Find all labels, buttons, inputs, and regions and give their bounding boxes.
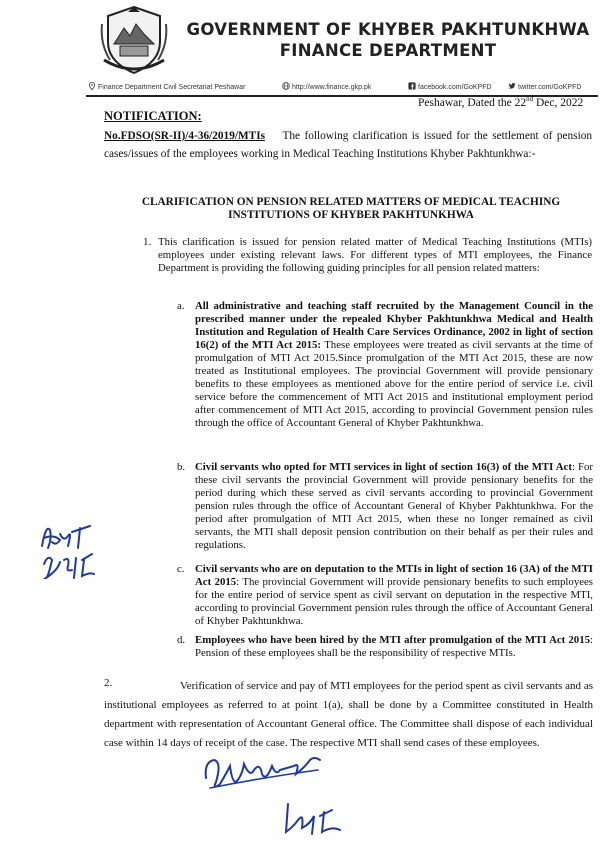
intro-paragraph: No.FDSO(SR-II)/4-36/2019/MTIs The following clarification is issued for the settlement of pension cases/issues of the employees working in Medical Teaching Institutions Khyber Pakhtunkhwa:- [104, 130, 593, 160]
contact-facebook[interactable]: facebook.com/GoKPFD [408, 82, 492, 91]
item-c-text: Civil servants who are on deputation to the MTIs in light of section 16 (3A) of the MTI Act 2015: The provincial Government will provide pensionary benefits to such employees for the entire period of service spent as civil servant on deputation in the respective MTI, according to provincial Government pension rules through the office of Accountant General of Khyber Pakhtunkhwa. [195, 563, 594, 627]
government-title: GOVERNMENT OF KHYBER PAKHTUNKHWA [186, 20, 590, 39]
handwritten-date-mark [280, 798, 350, 842]
para2-text: Verification of service and pay of MTI employees for the period spent as civil servants and as institutional employees as referred to at point 1(a), shall be done by a Committee constituted in Health department with representation of Accountant General office. The Committee shall dispose of each individual case within 14 days of receipt of the case. The respective MTI shall send cases of these employees. [104, 680, 593, 749]
contact-address: Finance Department Civil Secretariat Peshawar [88, 82, 245, 91]
contact-twitter[interactable]: twitter.com/GoKPFD [508, 82, 581, 91]
item-d-letter: d. [177, 634, 186, 646]
notification-label: NOTIFICATION: [104, 109, 202, 123]
contact-bar [86, 82, 598, 94]
item-c-letter: c. [177, 563, 185, 575]
twitter-bird-icon [508, 82, 516, 90]
kp-government-emblem [98, 4, 170, 76]
contact-website[interactable]: http://www.finance.gkp.pk [282, 82, 371, 91]
handwritten-signature [200, 748, 330, 798]
item-a-letter: a. [177, 300, 185, 312]
location-pin-icon [88, 82, 96, 90]
item-b-text: Civil servants who opted for MTI services in light of section 16(3) of the MTI Act: For these civil servants the provincial Government will provide pensionary benefits for the period during which these served as civil servants according to provincial Government pension rules through the office of Accountant General of Khyber Pakhtunkhwa. For the period after promulgation of MTI Act 2015, when these no longer remained as civil servants, the MTI shall deposit pension contribution on their behalf as per their rules and regulations. [195, 461, 593, 551]
handwritten-initials-margin [38, 520, 98, 584]
item-d-text: Employees who have been hired by the MTI after promulgation of the MTI Act 2015: Pension of these employees shall be the responsibility of respective MTIs. [195, 634, 593, 659]
para1-number: 1. [143, 236, 152, 248]
reference-number: No.FDSO(SR-II)/4-36/2019/MTIs [104, 130, 265, 142]
item-a-text: All administrative and teaching staff recruited by the Management Council in the prescribed manner under the repealed Khyber Pakhtunkhwa Medical and Health Institution and Regulation of Health Care Services Ordinance, 2002 in light of section 16(2) of the MTI Act 2015: These employees were treated as civil servants at the time of promulgation of MTI Act 2015.Since promulgation of the MTI Act 2015, these are now treated as Institutional employees. The provincial Government will provide pensionary benefits to these employees as mentioned above for the entire period of service i.e. civil service before the commencement of MTI Act 2015 and institutional employment period after commencement of MTI Act 2015, according to provincial Government pension rules through the office of Accountant General of Khyber Pakhtunkhwa. [195, 300, 593, 429]
item-b-letter: b. [177, 461, 186, 473]
para1-text: This clarification is issued for pension related matter of Medical Teaching Institutions (MTIs) employees under existing relevant laws. For different types of MTI employees, the Finance Department is providing the following guiding principles for all pension related matters: [158, 236, 592, 274]
document-heading: CLARIFICATION ON PENSION RELATED MATTERS OF MEDICAL TEACHING INSTITUTIONS OF KHYBER PAKHTUNKHWA [141, 196, 561, 221]
facebook-icon [408, 82, 416, 90]
globe-icon [282, 82, 290, 90]
para2-number: 2. [104, 677, 113, 689]
department-title: FINANCE DEPARTMENT [279, 41, 497, 60]
date-line: Peshawar, Dated the 22nd Dec, 2022 [418, 95, 584, 109]
